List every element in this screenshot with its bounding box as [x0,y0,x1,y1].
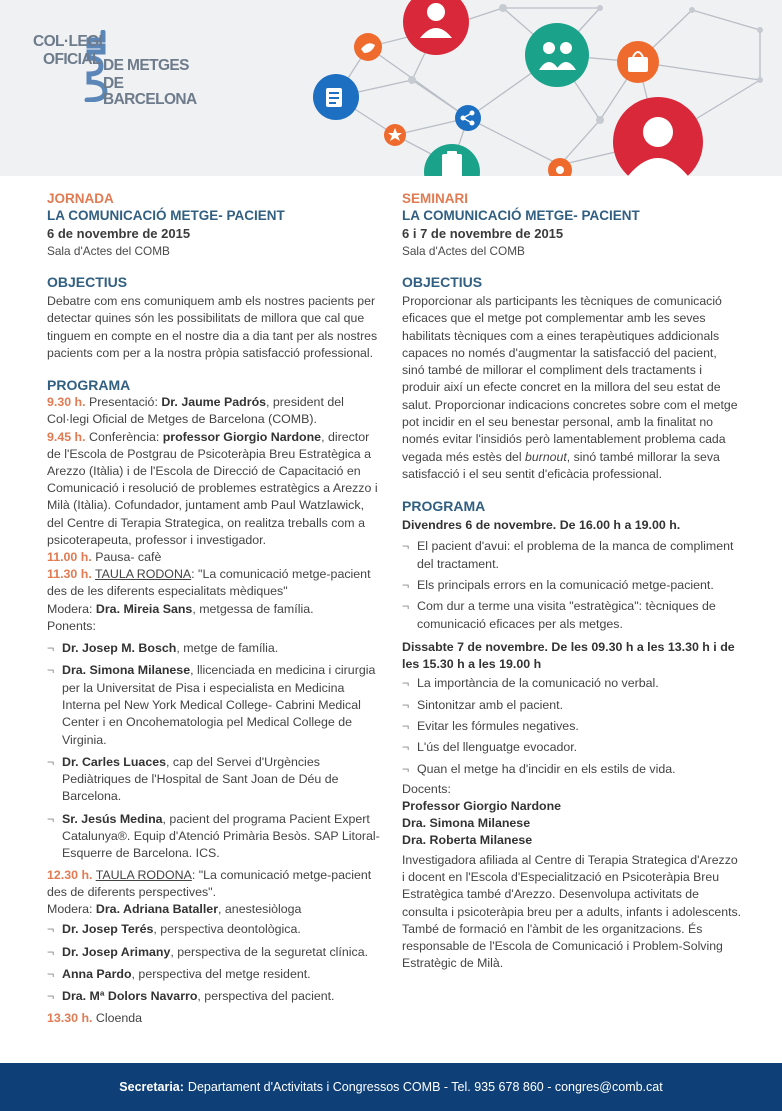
item-text: , llicenciada en medicina i cirurgia per la Universitat de Pisa i especialista en Medicina Interna pel New York Medical College- Cabrini Medical Center i en Oncohematologia pel Medical College de Virginia. [62,663,376,747]
objectius-text-a: Proporcionar als participants les tècniques de comunicació eficaces que el metge pot complementar amb les seves habilitats tècniques com a eines terapèutiques addicionals capaces no només d'augmentar la satisfacció del pacient, sinó també de millorar el compliment dels tractaments i produir així un efecte concret en la millora del seu estat de salut. Proporcionar indicacions concretes sobre com el metge pot incidir en el seu benestar personal, amb la finalitat no només evitar l'insidiós però lamentablement problema cada vegada més estès del [402,294,738,464]
list-item [47,662,382,748]
list-item [47,988,382,1005]
logo-line-3: DE METGES [103,57,189,74]
item-text: , perspectiva del metge resident. [131,966,311,981]
footer-label: Secretaria: [119,1080,184,1094]
speaker-name: Dr. Jaume Padrós [161,395,267,410]
moderator-label: Modera: [47,601,96,616]
item-text: Els principals errors en la comunicació metge-pacient. [417,578,714,593]
list-item [402,675,742,692]
moderator-label: Modera: [47,902,96,916]
item-text: , pacient del programa Pacient Expert Catalunya®. Equip d'Atenció Primària Besòs. SAP Litoral-Esquerre de Barcelona. ICS. [62,811,380,861]
document-edit-icon [313,74,359,120]
item-text: Pausa- cafè [91,550,162,565]
seminari-objectius-text [402,293,742,483]
item-text: , perspectiva de la seguretat clínica. [170,944,369,959]
dash-bullet: ¬ [47,641,55,656]
star-icon [384,124,406,146]
list-item [402,739,742,756]
dash-bullet: ¬ [402,740,410,755]
list-item [47,921,382,938]
item-text: Cloenda [92,1011,143,1026]
item-text: : "La comunicació metge-pacient des de les diferents especialitats mèdiques" [47,567,371,599]
dash-bullet: ¬ [402,578,410,593]
item-text: Presentació: [85,395,162,410]
dash-bullet: ¬ [47,966,55,981]
logo-line-4: DE BARCELONA [103,75,197,108]
speaker-name: Dr. Carles Luaces [62,754,167,769]
item-text: , director de l'Escola de Postgrau de Psicoteràpia Breu Estratègica a Arezzo (Itàlia) i de l'Escola de Direcció de Capacitació en Comunicació i resolució de problemes estratègics a Arezzo i Milà (Itàlia). Cofundador, juntament amb Paul Watzlawick, del Centre di Terapia Strategica, on realitza treballs com a psicoterapeuta, professor i investigador. [47,429,378,547]
speaker-name: Dr. Josep M. Bosch [62,641,177,656]
dash-bullet: ¬ [402,676,410,691]
header-banner [0,0,782,176]
item-text: , cap del Servei d'Urgències Pediàtriques de l'Hospital de Sant Joan de Déu de Barcelona. [62,754,339,804]
item-text: Quan el metge ha d'incidir en els estils de vida. [417,761,676,776]
speaker-name: Dra. Mª Dolors Navarro [62,989,198,1004]
item-text: : "La comunicació metge-pacient des de diferents perspectives". [47,867,372,899]
item-text: , perspectiva del pacient. [197,989,335,1004]
jornada-venue: Sala d'Actes del COMB [47,244,170,258]
bird-icon [354,33,382,61]
item-text: Evitar les fórmules negatives. [417,718,579,733]
programa-item-1130 [47,566,382,600]
speaker-name: Sr. Jesús Medina [62,811,163,826]
item-text: Conferència: [85,429,163,444]
user-icon [403,0,469,55]
dash-bullet: ¬ [47,922,55,937]
comb-logo [33,30,203,108]
docent-name: Professor Giorgio Nardone [402,799,562,814]
programa-item-1230 [47,867,382,901]
clipboard-icon [424,144,480,176]
day2-heading: Dissabte 7 de novembre. De les 09.30 h a les 13.30 h i de les 15.30 h a les 19.00 h [402,639,735,672]
seminari-programa-heading: PROGRAMA [402,498,486,515]
item-text: El pacient d'avui: el problema de la manca de compliment del tractament. [417,539,734,571]
footer-bar [0,1063,782,1111]
speaker-name: Dra. Simona Milanese [62,663,191,678]
docent-name: Dra. Roberta Milanese [402,833,533,848]
perspectives-list [47,921,382,1005]
item-text: L'ús del llenguatge evocador. [417,740,578,755]
docent-name: Dra. Simona Milanese [402,816,531,831]
list-item [47,640,382,657]
seminari-title: LA COMUNICACIÓ METGE- PACIENT [402,208,640,223]
list-item [402,697,742,714]
list-item [47,966,382,983]
seminari-objectius-heading: OBJECTIUS [402,274,483,290]
list-item [47,944,382,961]
seminari-column [402,190,742,973]
programa-item-0945 [47,429,382,549]
dash-bullet: ¬ [47,989,55,1004]
footer-contact: Departament d'Activitats i Congressos COMB - Tel. 935 678 860 - congres@comb.cat [187,1080,663,1094]
speaker-name: Dr. Josep Terés [62,922,154,937]
dash-bullet: ¬ [47,754,55,769]
dash-bullet: ¬ [402,718,410,733]
jornada-kicker: JORNADA [47,191,114,206]
moderator-role: , metgessa de família. [192,601,314,616]
list-item [47,811,382,863]
programa-item-0930 [47,394,382,428]
dash-bullet: ¬ [402,539,410,554]
jornada-objectius-text: Debatre com ens comuniquem amb els nostres pacients per detectar quines són les possibilitats de millora que cal que tinguem en compte en el nostre dia a dia tant per als nostres pacients com per a la nostra pròpia satisfacció professional. [47,294,378,360]
jornada-objectius-heading: OBJECTIUS [47,274,128,290]
jornada-date: 6 de novembre de 2015 [47,226,191,241]
ponents-list [47,640,382,863]
moderator-name: Dra. Mireia Sans [95,601,193,616]
item-text: , perspectiva deontològica. [153,922,301,937]
logo-line-1: COL·LEGI [33,33,103,50]
speaker-name: Anna Pardo [62,966,132,981]
jornada-programa-heading: PROGRAMA [47,377,131,394]
list-item [402,598,742,633]
item-text: Com dur a terme una visita "estratègica": tècniques de comunicació eficaces per als metges. [417,599,716,631]
list-item [402,718,742,735]
dash-bullet: ¬ [47,811,55,826]
group-icon [525,23,589,87]
seminari-venue: Sala d'Actes del COMB [402,244,525,258]
jornada-column [47,190,382,1028]
dash-bullet: ¬ [47,663,55,678]
time-label: 9.45 h. [47,429,86,444]
ponents-label: Ponents: [47,618,96,633]
moderator-role: , anestesiòloga [218,902,302,916]
taula-rodona-label: TAULA RODONA [95,567,192,582]
list-item [402,577,742,594]
taula-rodona-label: TAULA RODONA [95,867,192,882]
seminari-date: 6 i 7 de novembre de 2015 [402,226,564,241]
list-item [47,754,382,806]
item-text: , metge de família. [176,641,279,656]
time-label: 12.30 h. [47,867,93,882]
moderator-line [47,901,382,918]
speaker-name: professor Giorgio Nardone [162,429,322,444]
time-label: 11.30 h. [47,567,92,582]
time-label: 13.30 h. [47,1011,93,1026]
time-label: 9.30 h. [47,395,86,410]
docents-label: Docents: [402,781,451,796]
objectius-text-b: , sinó també millorar la seva satisfacció i el seu sentit d'eficàcia professional. [402,449,720,481]
seminari-kicker: SEMINARI [402,191,469,206]
programa-item-1100 [47,549,382,566]
time-label: 11.00 h. [47,550,92,565]
dash-bullet: ¬ [402,761,410,776]
item-text: , president del Col·legi Oficial de Metges de Barcelona (COMB). [47,395,344,427]
dash-bullet: ¬ [47,944,55,959]
jornada-title: LA COMUNICACIÓ METGE- PACIENT [47,208,285,223]
programa-item-1330 [47,1010,382,1027]
dash-bullet: ¬ [402,697,410,712]
shopping-bag-icon [617,41,659,83]
dash-bullet: ¬ [402,599,410,614]
docents-bio: Investigadora afiliada al Centre di Terapia Strategica d'Arezzo i docent en l'Escola d'Especialització en Psicoteràpia Breu Estratègica també d'Arezzo. Desenvolupa activitats de consulta i psicoteràpia breu per a adults, infants i adolescents. També de formació en l'àmbit de les organitzacions. És responsable de l'Escola de Comunicació i Problem-Solving Estratègic de Milà. [402,852,742,971]
item-text: La importància de la comunicació no verbal. [417,676,659,691]
list-item [402,761,742,778]
list-item [402,538,742,573]
day1-heading: Divendres 6 de novembre. De 16.00 h a 19.00 h. [402,518,681,533]
item-text: Sintonitzar amb el pacient. [417,697,564,712]
share-icon [455,105,481,131]
objectius-emphasis: burnout [525,449,567,464]
doctor-icon [613,97,703,176]
speaker-name: Dr. Josep Arimany [62,944,171,959]
logo-line-2: OFICIAL [43,51,101,68]
moderator-name: Dra. Adriana Bataller [95,902,219,916]
moderator-line [47,601,382,618]
